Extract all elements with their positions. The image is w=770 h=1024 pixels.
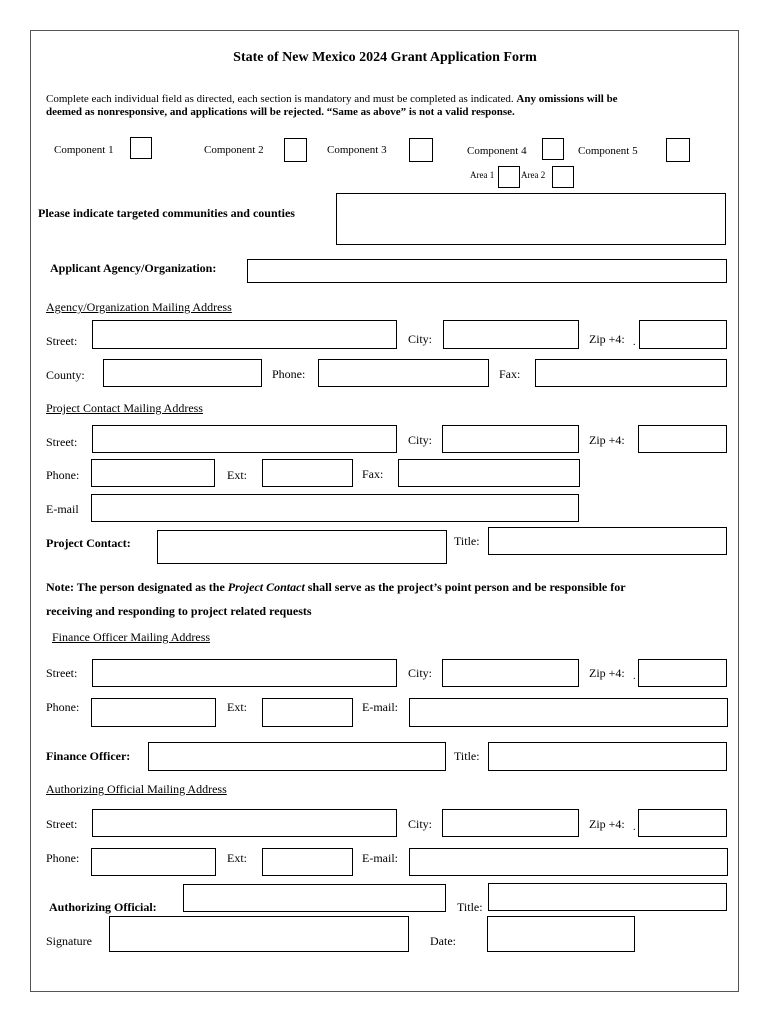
authorizing-street-label: Street:: [46, 817, 78, 831]
authorizing-phone-field[interactable]: [91, 848, 216, 876]
instructions-line-2: deemed as nonresponsive, and applications will be rejected. “Same as above” is not a valid response.: [46, 106, 515, 118]
component-2-label: Component 2: [204, 144, 264, 156]
finance-city-field[interactable]: [442, 659, 579, 687]
finance-street-label: Street:: [46, 666, 78, 680]
project-zip-field[interactable]: [638, 425, 727, 453]
applicant-label: Applicant Agency/Organization:: [50, 261, 217, 275]
agency-fax-field[interactable]: [535, 359, 727, 387]
finance-phone-label: Phone:: [46, 700, 80, 714]
authorizing-address-heading: Authorizing Official Mailing Address: [46, 782, 227, 796]
area-2-label: Area 2: [521, 170, 546, 180]
finance-zip-dot: .: [633, 671, 636, 682]
date-label: Date:: [430, 934, 456, 948]
authorizing-official-field[interactable]: [183, 884, 446, 912]
agency-phone-label: Phone:: [272, 367, 306, 381]
finance-email-label: E-mail:: [362, 700, 398, 714]
finance-email-field[interactable]: [409, 698, 728, 727]
authorizing-ext-label: Ext:: [227, 851, 247, 865]
agency-city-label: City:: [408, 332, 433, 346]
authorizing-zip-field[interactable]: [638, 809, 727, 837]
area-1-checkbox[interactable]: [498, 166, 520, 188]
authorizing-city-field[interactable]: [442, 809, 579, 837]
finance-title-label: Title:: [454, 749, 480, 763]
agency-county-label: County:: [46, 368, 85, 382]
project-email-field[interactable]: [91, 494, 579, 522]
instructions-line-1: Complete each individual field as directed, each section is mandatory and must be completed as indicated. Any omissions will be: [46, 93, 618, 105]
project-ext-label: Ext:: [227, 468, 247, 482]
component-4-checkbox[interactable]: [542, 138, 564, 160]
finance-ext-label: Ext:: [227, 700, 247, 714]
authorizing-street-field[interactable]: [92, 809, 397, 837]
component-4-label: Component 4: [467, 145, 527, 157]
signature-field[interactable]: [109, 916, 409, 952]
project-contact-label: Project Contact:: [46, 536, 131, 550]
agency-zip-field[interactable]: [639, 320, 727, 349]
applicant-field[interactable]: [247, 259, 727, 283]
area-1-label: Area 1: [470, 170, 495, 180]
project-title-field[interactable]: [488, 527, 727, 555]
agency-county-field[interactable]: [103, 359, 262, 387]
project-contact-field[interactable]: [157, 530, 447, 564]
agency-street-field[interactable]: [92, 320, 397, 349]
component-1-checkbox[interactable]: [130, 137, 152, 159]
agency-fax-label: Fax:: [499, 367, 521, 381]
authorizing-ext-field[interactable]: [262, 848, 353, 876]
agency-city-field[interactable]: [443, 320, 579, 349]
authorizing-city-label: City:: [408, 817, 433, 831]
project-street-field[interactable]: [92, 425, 397, 453]
finance-title-field[interactable]: [488, 742, 727, 771]
finance-zip-field[interactable]: [638, 659, 727, 687]
project-fax-field[interactable]: [398, 459, 580, 487]
targeted-communities-label: Please indicate targeted communities and counties: [38, 206, 295, 220]
agency-street-label: Street:: [46, 334, 78, 348]
authorizing-email-label: E-mail:: [362, 851, 398, 865]
finance-phone-field[interactable]: [91, 698, 216, 727]
project-address-heading: Project Contact Mailing Address: [46, 401, 203, 415]
project-fax-label: Fax:: [362, 467, 384, 481]
project-phone-field[interactable]: [91, 459, 215, 487]
authorizing-title-field[interactable]: [488, 883, 727, 911]
project-contact-note-line-1: Note: The person designated as the Project Contact shall serve as the project’s point person and be responsible for: [46, 580, 626, 594]
date-field[interactable]: [487, 916, 635, 952]
authorizing-title-label: Title:: [457, 900, 483, 914]
finance-city-label: City:: [408, 666, 433, 680]
signature-label: Signature: [46, 934, 92, 948]
component-3-label: Component 3: [327, 144, 387, 156]
authorizing-zip-dot: .: [633, 822, 636, 833]
agency-address-heading: Agency/Organization Mailing Address: [46, 300, 232, 314]
project-zip-label: Zip +4:: [589, 433, 625, 447]
finance-address-heading: Finance Officer Mailing Address: [52, 630, 211, 644]
project-street-label: Street:: [46, 435, 78, 449]
component-5-checkbox[interactable]: [666, 138, 690, 162]
finance-ext-field[interactable]: [262, 698, 353, 727]
finance-zip-label: Zip +4:: [589, 666, 625, 680]
agency-phone-field[interactable]: [318, 359, 489, 387]
project-city-label: City:: [408, 433, 433, 447]
component-3-checkbox[interactable]: [409, 138, 433, 162]
project-phone-label: Phone:: [46, 468, 80, 482]
agency-zip-dot: .: [633, 337, 636, 348]
finance-officer-field[interactable]: [148, 742, 446, 771]
finance-street-field[interactable]: [92, 659, 397, 687]
project-email-label: E-mail: [46, 502, 79, 516]
authorizing-official-label: Authorizing Official:: [49, 900, 157, 914]
component-2-checkbox[interactable]: [284, 138, 307, 162]
form-title: State of New Mexico 2024 Grant Application Form: [233, 50, 537, 65]
targeted-communities-field[interactable]: [336, 193, 726, 245]
authorizing-phone-label: Phone:: [46, 851, 80, 865]
project-contact-note-line-2: receiving and responding to project related requests: [46, 604, 312, 618]
area-2-checkbox[interactable]: [552, 166, 574, 188]
component-5-label: Component 5: [578, 145, 638, 157]
finance-officer-label: Finance Officer:: [46, 749, 131, 763]
authorizing-email-field[interactable]: [409, 848, 728, 876]
project-title-label: Title:: [454, 534, 480, 548]
component-1-label: Component 1: [54, 144, 114, 156]
project-ext-field[interactable]: [262, 459, 353, 487]
agency-zip-label: Zip +4:: [589, 332, 625, 346]
authorizing-zip-label: Zip +4:: [589, 817, 625, 831]
project-city-field[interactable]: [442, 425, 579, 453]
